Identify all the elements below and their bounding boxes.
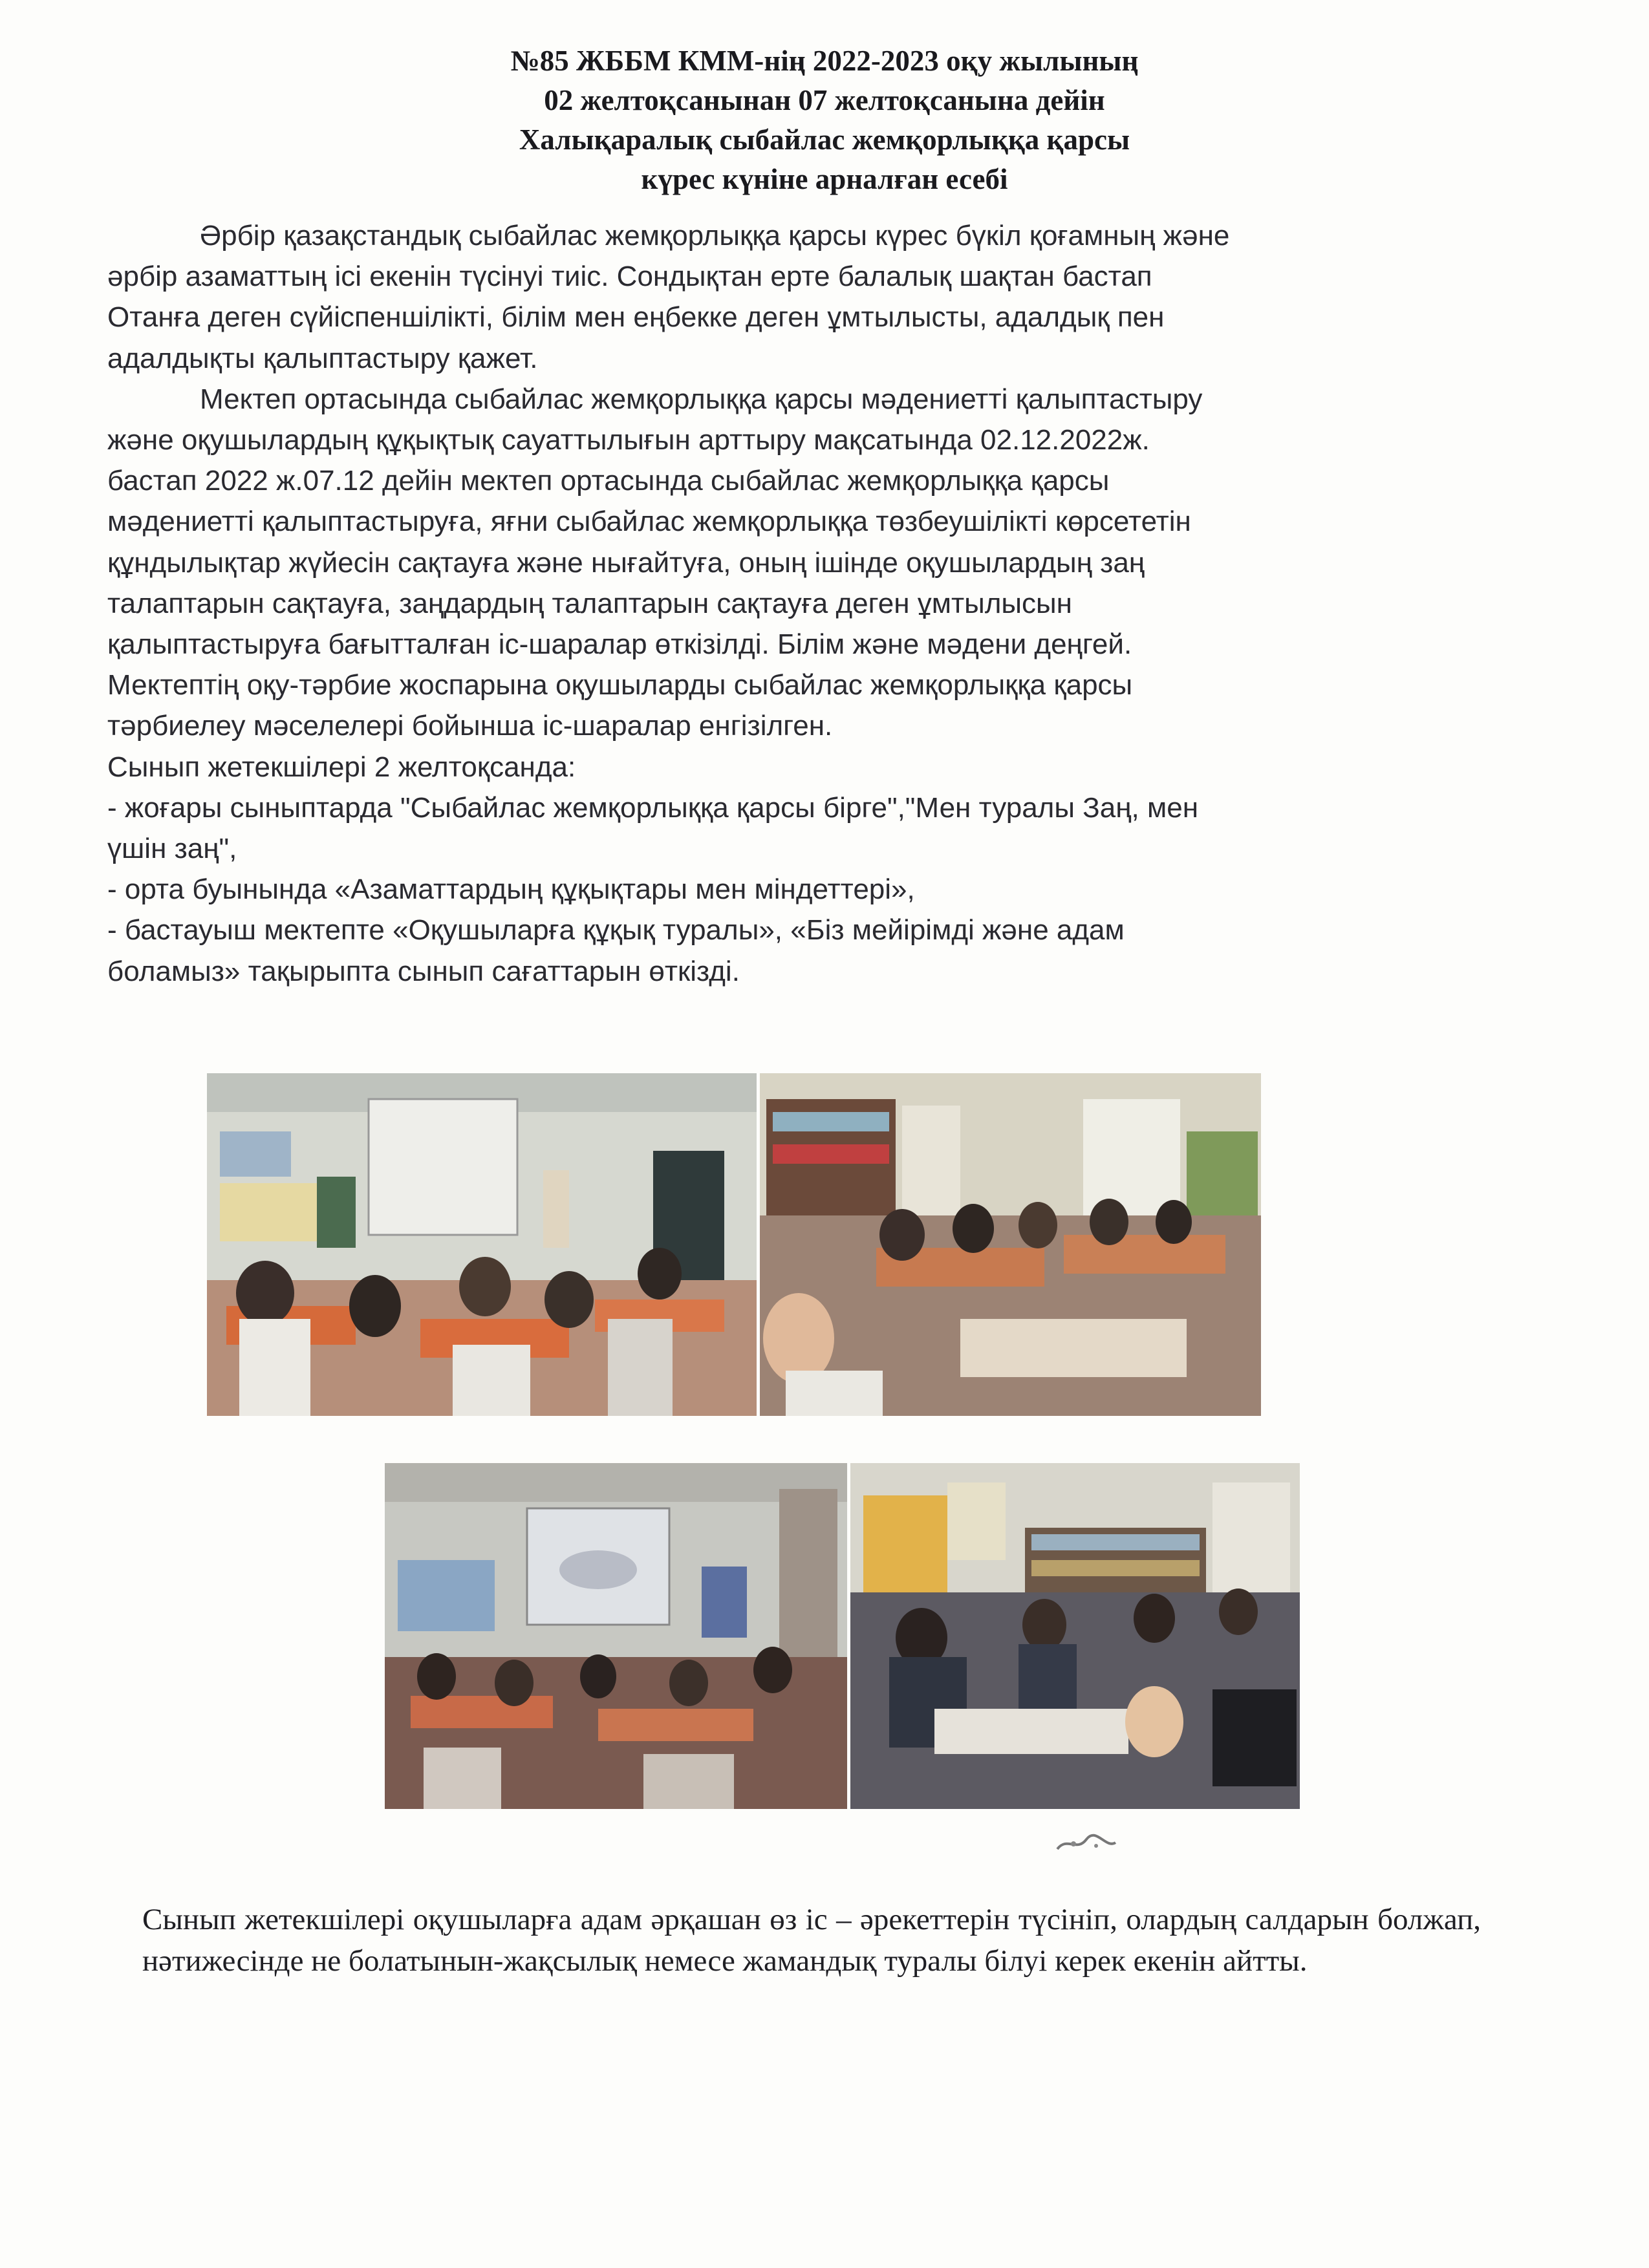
closing-text: Сынып жетекшілері оқушыларға адам әрқашан өз іс – әрекеттерін түсініп, олардың салдарын болжап, нәтижесінде не болатынын-жақсылық немесе жамандық туралы білуі керек екенін айтты.	[142, 1903, 1481, 1978]
body-line: үшін заң",	[107, 833, 237, 865]
body-line: - орта буынында «Азаматтардың құқықтары мен міндеттері»,	[107, 873, 915, 906]
report-body	[107, 215, 1459, 992]
body-line: Сынып жетекшілері 2 желтоқсанда:	[107, 751, 576, 783]
body-line: - бастауыш мектепте «Оқушыларға құқық туралы», «Біз мейірімді және адам	[107, 914, 1125, 947]
title-line: күрес күніне арналған есебі	[641, 163, 1008, 195]
body-line: мәдениетті қалыптастыруға, яғни сыбайлас жемқорлыққа төзбеушілікті көрсететін	[107, 506, 1191, 538]
title-line: 02 желтоқсанынан 07 желтоқсанына дейін	[544, 84, 1105, 116]
photo-classroom-library	[850, 1463, 1300, 1809]
body-line: Отанға деген сүйіспеншілікті, білім мен еңбекке деген ұмтылысты, адалдық пен	[107, 301, 1165, 334]
body-line: боламыз» тақырыпта сынып сағаттарын өткізді.	[107, 955, 740, 987]
body-line: және оқушылардың құқықтық сауаттылығын арттыру мақсатында 02.12.2022ж.	[107, 424, 1150, 456]
body-line: Мектеп ортасында сыбайлас жемқорлыққа қарсы мәдениетті қалыптастыру	[200, 383, 1203, 415]
title-line: Халықаралық сыбайлас жемқорлыққа қарсы	[519, 123, 1130, 156]
body-line: әрбір азаматтың ісі екенін түсінуі тиіс. Сондықтан ерте балалық шақтан бастап	[107, 261, 1152, 293]
closing-paragraph	[111, 1899, 1481, 1982]
photo-classroom-screen	[385, 1463, 847, 1809]
body-line: бастап 2022 ж.07.12 дейін мектеп ортасында сыбайлас жемқорлыққа қарсы	[107, 465, 1110, 497]
body-line: тәрбиелеу мәселелері бойынша іс-шаралар енгізілген.	[107, 710, 833, 742]
report-title	[194, 41, 1455, 199]
photo-classroom-students	[760, 1073, 1261, 1416]
photo-classroom-projector	[207, 1073, 757, 1416]
body-line: құндылықтар жүйесін сақтауға және нығайтуға, оның ішінде оқушылардың заң	[107, 546, 1145, 579]
body-line: адалдықты қалыптастыру қажет.	[107, 342, 538, 374]
body-line: - жоғары сыныптарда "Сыбайлас жемқорлыққа қарсы бірге","Мен туралы Заң, мен	[107, 791, 1198, 824]
title-line: №85 ЖББМ КММ-нің 2022-2023 оқу жылының	[510, 45, 1139, 77]
scan-smudge	[1054, 1830, 1119, 1856]
body-line: Әрбір қазақстандық сыбайлас жемқорлыққа қарсы күрес бүкіл қоғамның және	[200, 220, 1230, 251]
body-line: талаптарын сақтауға, заңдардың талаптарын сақтауға деген ұмтылысын	[107, 587, 1072, 619]
body-line: қалыптастыруға бағытталған іс-шаралар өткізілді. Білім және мәдени деңгей.	[107, 628, 1132, 661]
body-line: Мектептің оқу-тәрбие жоспарына оқушыларды сыбайлас жемқорлыққа қарсы	[107, 669, 1133, 701]
